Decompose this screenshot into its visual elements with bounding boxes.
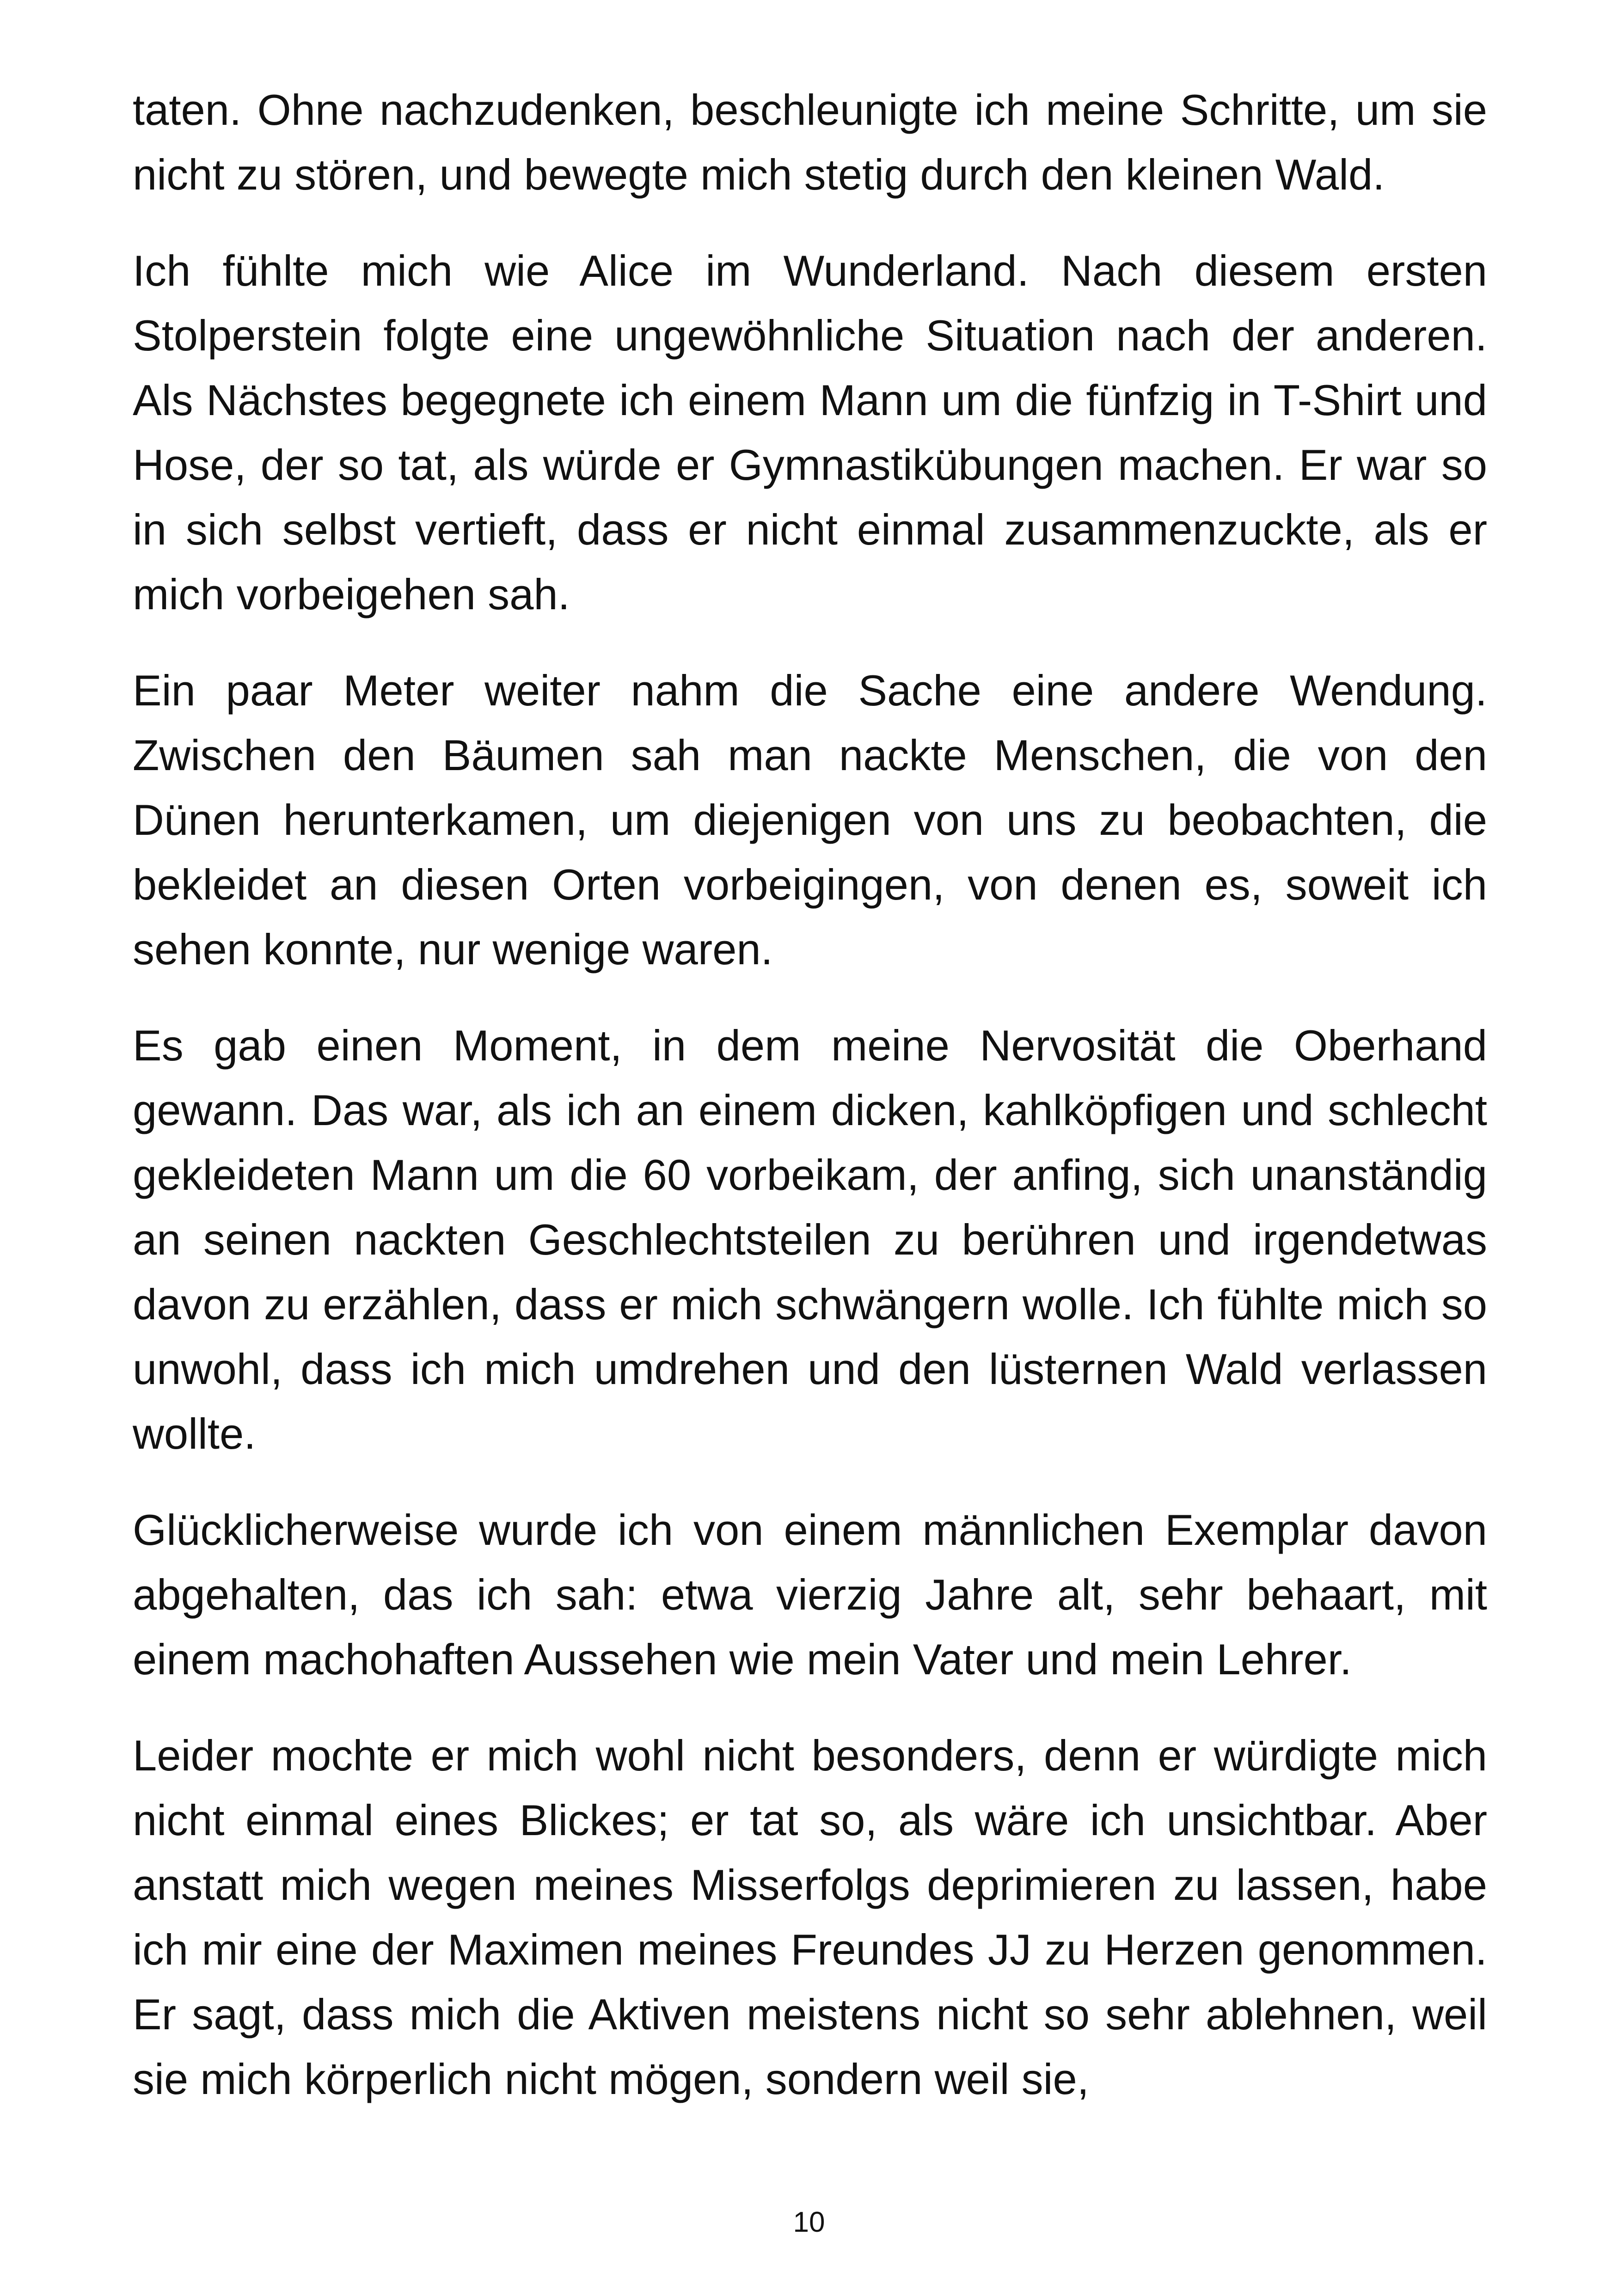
paragraph-5: Glücklicherweise wurde ich von einem männlichen Exemplar davon abgehalten, das ich sah: etwa vierzig Jahre alt, sehr behaart, mit einem machohaften Aussehen wie mein Vater und mein Lehrer. — [133, 1506, 1487, 1684]
body-text — [133, 78, 1487, 2143]
paragraph-1: taten. Ohne nachzudenken, beschleunigte ich meine Schritte, um sie nicht zu stören, und bewegte mich stetig durch den kleinen Wald. — [133, 86, 1487, 199]
paragraph-6: Leider mochte er mich wohl nicht besonders, denn er würdigte mich nicht einmal eines Blickes; er tat so, als wäre ich unsichtbar. Aber anstatt mich wegen meines Misserfolgs deprimieren zu lassen, habe ich mir eine der Maximen meines Freundes JJ zu Herzen genommen. Er sagt, dass mich die Aktiven meistens nicht so sehr ablehnen, weil sie mich körperlich nicht mögen, sondern weil sie, — [133, 1731, 1487, 2103]
page-number: 10 — [793, 2206, 825, 2238]
paragraph-4: Es gab einen Moment, in dem meine Nervosität die Oberhand gewann. Das war, als ich an einem dicken, kahlköpfigen und schlecht gekleideten Mann um die 60 vorbeikam, der anfing, sich unanständig an seinen nackten Geschlechtsteilen zu berühren und irgendetwas davon zu erzählen, dass er mich schwängern wolle. Ich fühlte mich so unwohl, dass ich mich umdrehen und den lüsternen Wald verlassen wollte. — [133, 1021, 1487, 1458]
paragraph-2: Ich fühlte mich wie Alice im Wunderland. Nach diesem ersten Stolperstein folgte eine ungewöhnliche Situation nach der anderen. Als Nächstes begegnete ich einem Mann um die fünfzig in T-Shirt und Hose, der so tat, als würde er Gymnastikübungen machen. Er war so in sich selbst vertieft, dass er nicht einmal zusammenzuckte, als er mich vorbeigehen sah. — [133, 246, 1487, 618]
paragraph-3: Ein paar Meter weiter nahm die Sache eine andere Wendung. Zwischen den Bäumen sah man nackte Menschen, die von den Dünen herunterkamen, um diejenigen von uns zu beobachten, die bekleidet an diesen Orten vorbeigingen, von denen es, soweit ich sehen konnte, nur wenige waren. — [133, 666, 1487, 974]
